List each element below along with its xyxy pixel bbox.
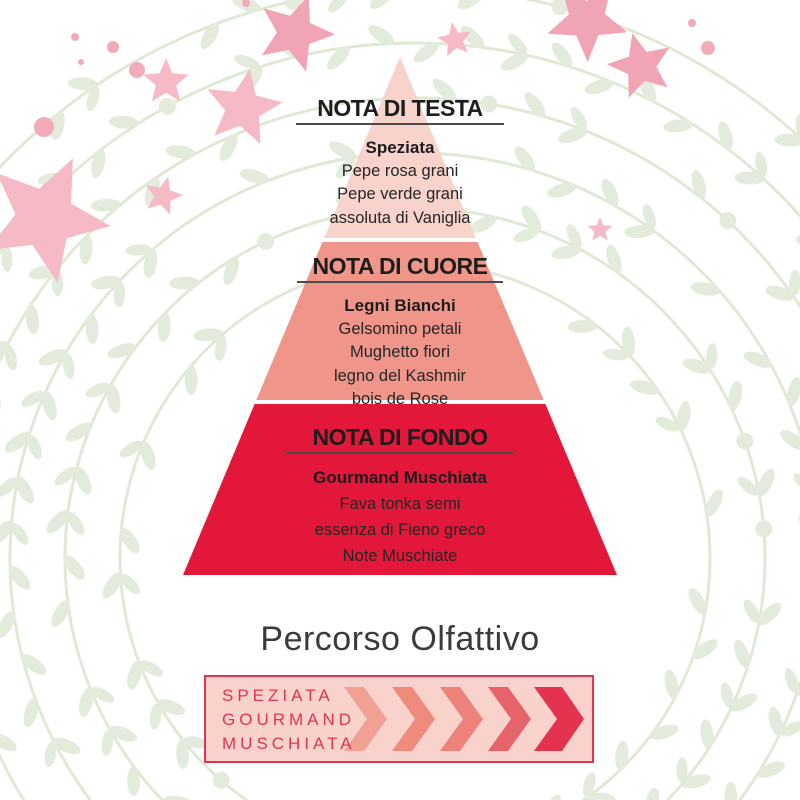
note-line: Gelsomino petali [338,319,462,338]
olfactory-path-banner [204,675,594,763]
note-line: Pepe rosa grani [341,161,459,180]
top-note-title: NOTA DI TESTA [317,95,483,121]
chevron-arrow-icon [440,687,483,751]
top-note-family: Speziata [365,138,435,157]
top-note-block [0,95,800,230]
base-note-title: NOTA DI FONDO [312,424,488,450]
chevron-arrow-icon [488,687,531,751]
title-underline [286,452,514,454]
note-line: assoluta di Vaniglia [329,208,471,227]
note-line: Mughetto fiori [350,343,450,361]
title-underline [297,281,503,283]
note-line: bois de Rose [351,390,449,408]
title-underline [296,123,504,125]
base-note-block [0,424,800,569]
note-line: Fava tonka semi [339,495,461,513]
family-label: MUSCHIATA [222,734,356,753]
heart-note-title: NOTA DI CUORE [312,253,488,279]
note-line: essenza di Fieno greco [314,521,486,539]
note-line: Pepe verde grani [337,185,463,203]
olfactory-path-title: Percorso Olfattivo [260,620,540,658]
fragrance-family-labels [222,684,356,756]
heart-note-family: Legni Bianchi [344,296,456,315]
chevron-arrow-icon [534,687,584,751]
base-note-family: Gourmand Muschiata [313,468,487,487]
note-line: Note Muschiate [342,547,458,565]
family-label: SPEZIATA [222,686,334,705]
heart-note-block [0,253,800,412]
family-label: GOURMAND [222,710,356,729]
chevron-arrow-icon [392,687,435,751]
note-line: legno del Kashmir [333,366,467,385]
